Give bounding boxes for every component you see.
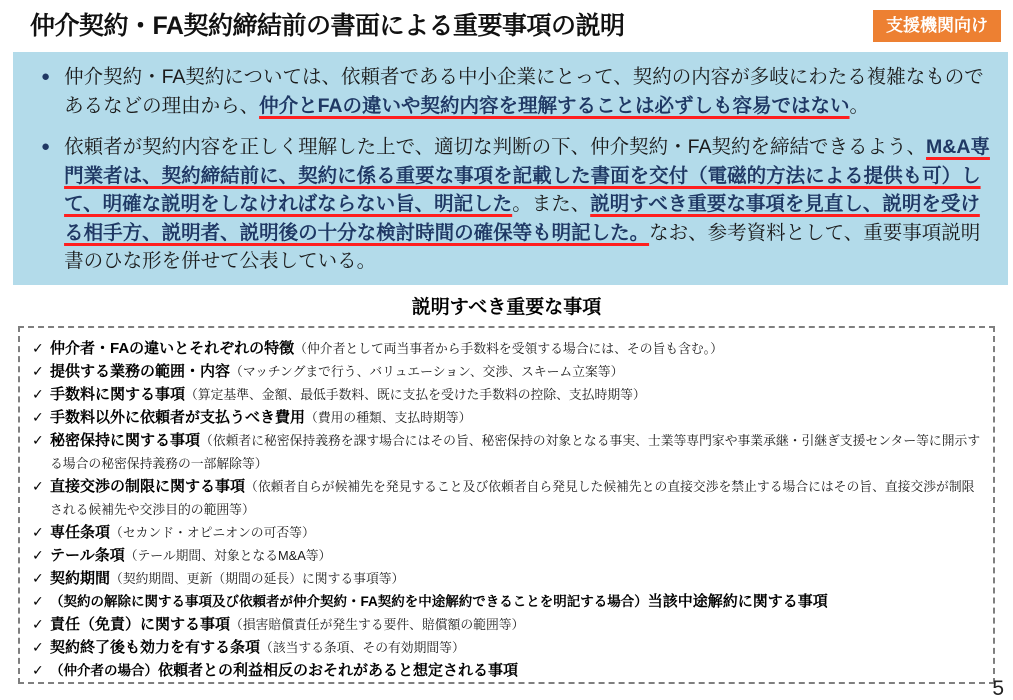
check-icon: ✓: [32, 593, 44, 609]
checklist-item-text: [50, 429, 981, 475]
text-segment: 契約終了後も効力を有する条項: [50, 639, 261, 656]
checklist-item: [30, 475, 981, 521]
text-segment: （費用の種類、支払時期等）: [305, 410, 472, 425]
important-items-box: [18, 326, 995, 684]
page-number: 5: [992, 677, 1004, 700]
text-segment: 依頼者が契約内容を正しく理解した上で、適切な判断の下、仲介契約・FA契約を締結できるよう、: [64, 136, 927, 158]
check-icon: ✓: [32, 340, 44, 356]
checklist-item: [30, 613, 981, 636]
text-segment: （契約の解除に関する事項及び依頼者が仲介契約・FA契約を中途解約できることを明記する場合）: [50, 594, 648, 609]
checklist-item-text: [50, 613, 981, 636]
check-icon: ✓: [32, 524, 44, 540]
check-icon: ✓: [32, 409, 44, 425]
check-icon: ✓: [32, 386, 44, 402]
page-title: 仲介契約・FA契約締結前の書面による重要事項の説明: [30, 12, 625, 40]
checklist-item-text: [50, 544, 981, 567]
text-segment: （仲介者の場合）: [50, 663, 158, 678]
section-heading: 説明すべき重要な事項: [411, 297, 602, 318]
checklist-item: [30, 337, 981, 360]
text-segment: テール条項: [50, 547, 125, 564]
checklist-item: [30, 360, 981, 383]
bullet-icon: ●: [41, 138, 51, 155]
text-segment: 依頼者との利益相反のおそれがあると想定される事項: [158, 662, 519, 679]
text-segment: 。: [849, 94, 870, 117]
checklist-item-text: [50, 475, 981, 521]
checklist-item: [30, 659, 981, 682]
text-segment: 直接交渉の制限に関する事項: [50, 478, 246, 495]
checklist-item: [30, 590, 981, 613]
header: [30, 8, 1001, 44]
text-segment: （契約期間、更新（期間の延長）に関する事項等）: [110, 571, 405, 586]
check-icon: ✓: [32, 478, 44, 494]
key-point: [27, 133, 990, 276]
text-segment: （テール期間、対象となるM&A等）: [124, 548, 332, 563]
text-segment: （該当する条項、その有効期間等）: [260, 640, 465, 655]
text-segment: （セカンド・オピニオンの可否等）: [110, 525, 315, 540]
checklist-item-text: [50, 590, 981, 613]
checklist-item-text: [50, 383, 981, 406]
checklist-item-text: [50, 521, 981, 544]
check-icon: ✓: [32, 363, 44, 379]
text-segment: 仲介とFAの違いや契約内容を理解することは必ずしも容易ではない: [259, 94, 850, 117]
text-segment: （損害賠償責任が発生する要件、賠償額の範囲等）: [230, 617, 525, 632]
text-segment: （依頼者自らが候補先を発見すること及び依頼者自ら発見した候補先との直接交渉を禁止する場合にはその旨、直接交渉が制限される候補先や交渉目的の範囲等）: [50, 479, 975, 517]
text-segment: 秘密保持に関する事項: [50, 432, 201, 449]
audience-badge: 支援機関向け: [873, 10, 1001, 42]
check-icon: ✓: [32, 570, 44, 586]
text-segment: 当該中途解約に関する事項: [647, 593, 828, 610]
check-icon: ✓: [32, 616, 44, 632]
text-segment: 仲介契約・FA契約については、依頼者である中小企業にとって、契約の内容が多岐にわたる複雑なものであるなどの理由から、: [64, 66, 984, 117]
text-segment: 仲介者・FAの違いとそれぞれの特徴: [50, 340, 295, 357]
checklist-item-text: [50, 406, 981, 429]
checklist-item-text: [50, 659, 981, 682]
bullet-icon: ●: [41, 68, 51, 85]
text-segment: 。また、: [512, 193, 591, 215]
text-segment: 説明すべき重要な事項を見直し、説明を受ける相手方、説明者、説明後の十分な検討時間の確保等も明記した。: [64, 193, 980, 244]
checklist-item: [30, 544, 981, 567]
text-segment: （算定基準、金額、最低手数料、既に支払を受けた手数料の控除、支払時期等）: [185, 387, 646, 402]
checklist-item-text: [50, 360, 981, 383]
text-segment: （マッチングまで行う、バリュエーション、交渉、スキーム立案等）: [230, 364, 624, 379]
checklist-item: [30, 521, 981, 544]
checklist-item-text: [50, 636, 981, 659]
check-icon: ✓: [32, 432, 44, 448]
text-segment: M&A専門業者は、契約締結前に、契約に係る重要な事項を記載した書面を交付（電磁的方法による提供も可）して、明確な説明をしなければならない旨、明記した: [64, 136, 990, 215]
text-segment: 手数料に関する事項: [50, 386, 186, 403]
key-point-text: [64, 63, 990, 120]
checklist-item: [30, 429, 981, 475]
checklist-item-text: [50, 567, 981, 590]
key-point: [27, 63, 990, 120]
checklist-item: [30, 636, 981, 659]
key-points: [27, 63, 990, 276]
text-segment: なお、参考資料として、重要事項説明書のひな形を併せて公表している。: [64, 221, 981, 272]
checklist-item-text: [50, 337, 981, 360]
text-segment: （依頼者に秘密保持義務を課す場合にはその旨、秘密保持の対象となる事実、士業等専門家や事業承継・引継ぎ支援センター等に開示する場合の秘密保持義務の一部解除等）: [50, 433, 981, 471]
text-segment: 責任（免責）に関する事項: [50, 616, 231, 633]
text-segment: 提供する業務の範囲・内容: [50, 363, 231, 380]
summary-panel: [13, 52, 1008, 285]
check-icon: ✓: [32, 547, 44, 563]
checklist-item: [30, 406, 981, 429]
key-point-text: [64, 133, 990, 276]
important-items-list: [30, 337, 981, 682]
text-segment: 手数料以外に依頼者が支払うべき費用: [50, 409, 306, 426]
checklist-item: [30, 567, 981, 590]
text-segment: 契約期間: [50, 570, 111, 587]
text-segment: （仲介者として両当事者から手数料を受領する場合には、その旨も含む。）: [294, 341, 723, 356]
check-icon: ✓: [32, 662, 44, 678]
checklist-item: [30, 383, 981, 406]
text-segment: 専任条項: [50, 524, 111, 541]
check-icon: ✓: [32, 639, 44, 655]
